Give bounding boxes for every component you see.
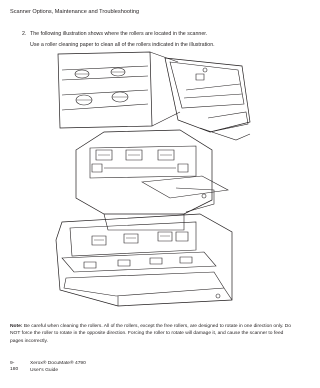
page-number: 9-180 (10, 361, 19, 373)
note-text: Be careful when cleaning the rollers. All of the rollers, except the free rollers, are designed to rotate in one direction only. Do NOT force the roller to rotate in the opposite direction. Forcing the roller to rotate will damage it, and cause the scanner to feed pages incorrectly. (10, 324, 291, 344)
running-header: Scanner Options, Maintenance and Troubleshooting (10, 9, 140, 15)
guide-name: User's Guide (30, 367, 59, 373)
step-number: 2. (22, 31, 27, 37)
step-text: The following illustration shows where the rollers are located in the scanner. (30, 31, 208, 37)
product-name: Xerox® DocuMate® 4790 (30, 361, 86, 366)
note-paragraph (10, 323, 292, 345)
note-label: Note: (10, 324, 23, 329)
step-subtext: Use a roller cleaning paper to clean all of the rollers indicated in the illustration. (30, 42, 215, 48)
